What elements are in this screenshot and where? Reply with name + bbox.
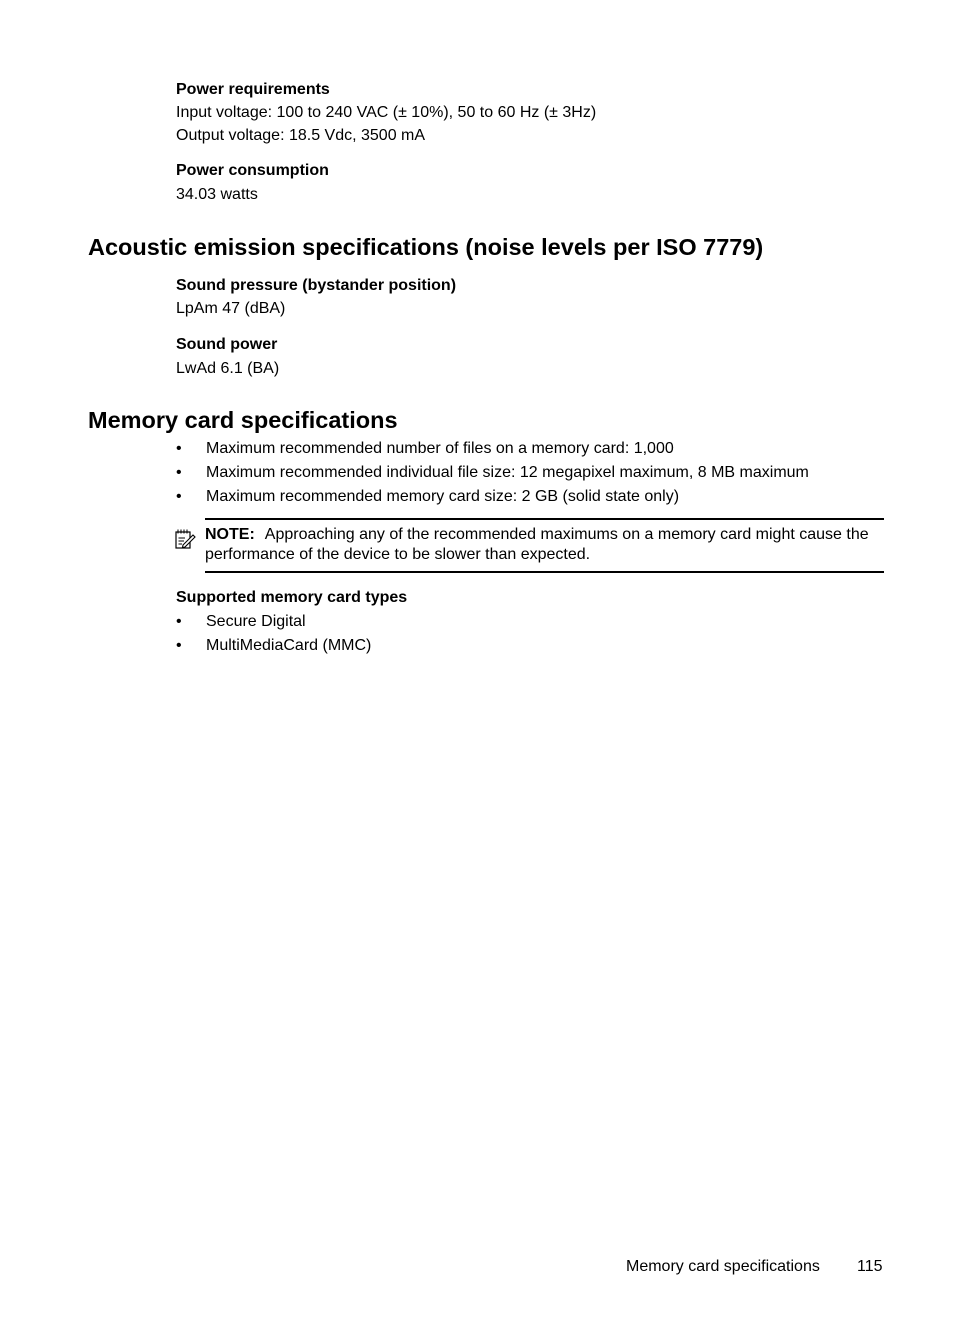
footer-section-title: Memory card specifications: [626, 1258, 820, 1275]
note-label: NOTE:: [205, 526, 255, 543]
list-item-text: Maximum recommended individual file size: 12 megapixel maximum, 8 MB maximum: [206, 464, 809, 481]
note-body: Approaching any of the recommended maximums on a memory card might cause the performance of the device to be slower than expected.: [205, 526, 869, 563]
input-voltage-text: Input voltage: 100 to 240 VAC (± 10%), 50 to 60 Hz (± 3Hz): [176, 104, 597, 121]
sound-power-heading: Sound power: [176, 336, 278, 353]
note-bottom-rule: [205, 571, 884, 573]
output-voltage-text: Output voltage: 18.5 Vdc, 3500 mA: [176, 127, 426, 144]
power-requirements-heading: Power requirements: [176, 81, 330, 98]
note-text: [205, 525, 884, 565]
list-item-text: MultiMediaCard (MMC): [206, 637, 372, 654]
list-item-text: Maximum recommended number of files on a memory card: 1,000: [206, 440, 674, 457]
sound-pressure-value: LpAm 47 (dBA): [176, 300, 286, 317]
note-icon: [174, 528, 196, 550]
bullet-marker: •: [176, 613, 182, 630]
bullet-marker: •: [176, 637, 182, 654]
bullet-marker: •: [176, 464, 182, 481]
acoustic-section-title: Acoustic emission specifications (noise levels per ISO 7779): [88, 234, 764, 260]
power-consumption-value: 34.03 watts: [176, 186, 258, 203]
supported-types-heading: Supported memory card types: [176, 589, 408, 606]
memory-section-title: Memory card specifications: [88, 407, 398, 433]
sound-pressure-heading: Sound pressure (bystander position): [176, 277, 457, 294]
page-number: 115: [857, 1258, 883, 1275]
bullet-marker: •: [176, 488, 182, 505]
sound-power-value: LwAd 6.1 (BA): [176, 360, 280, 377]
bullet-marker: •: [176, 440, 182, 457]
power-consumption-heading: Power consumption: [176, 162, 329, 179]
list-item-text: Secure Digital: [206, 613, 306, 630]
note-top-rule: [205, 518, 884, 520]
list-item-text: Maximum recommended memory card size: 2 GB (solid state only): [206, 488, 680, 505]
